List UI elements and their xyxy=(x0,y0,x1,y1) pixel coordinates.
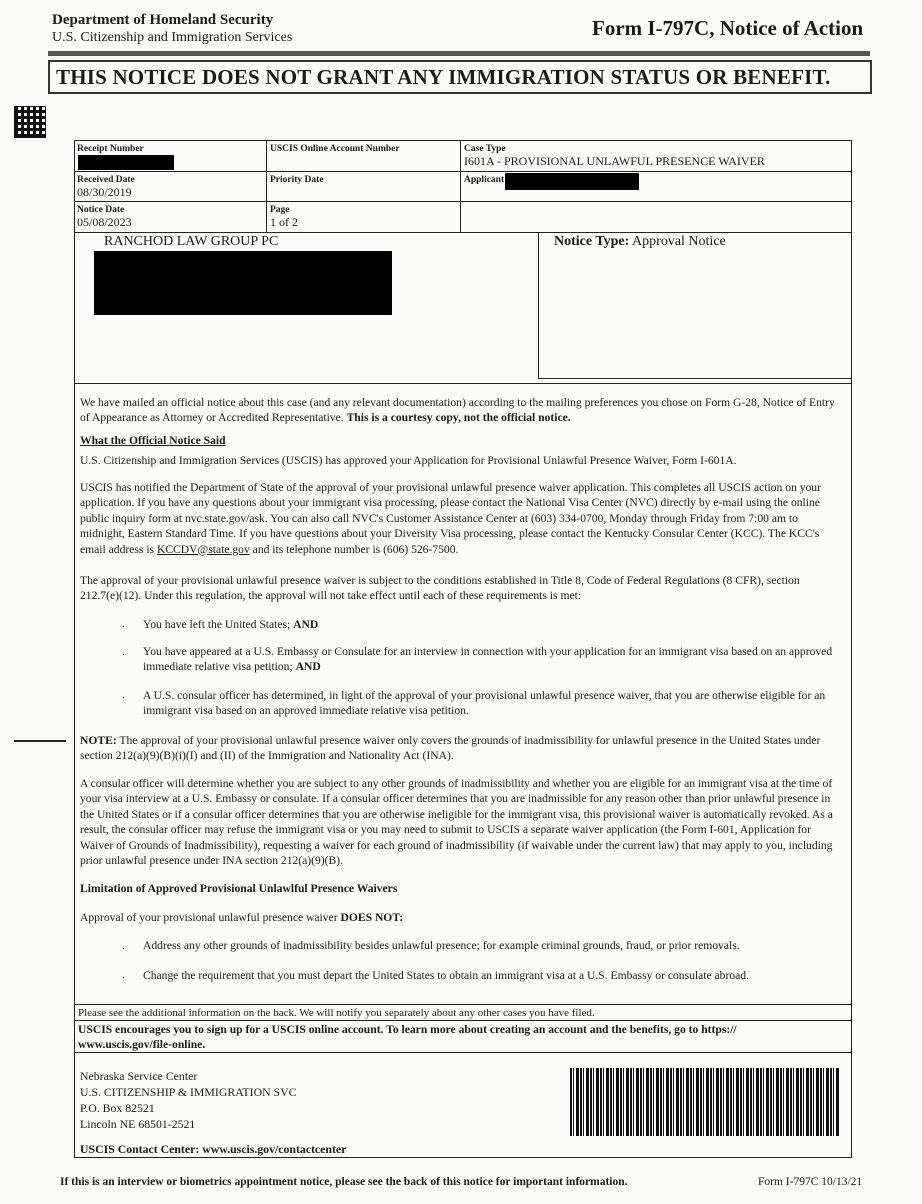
received-date-label: Received Date xyxy=(77,175,135,185)
redaction-bar xyxy=(94,251,392,315)
section-divider xyxy=(74,1052,852,1053)
limitation-item: Change the requirement that you must depart the United States to obtain an immigrant visa at a U.S. Embassy or consulate abroad. xyxy=(143,969,749,982)
service-center-line: P.O. Box 82521 xyxy=(80,1101,155,1115)
additional-info: Please see the additional information on the back. We will notify you separately about any other cases you have filed. xyxy=(78,1007,595,1019)
case-type-field xyxy=(461,141,852,171)
section-divider xyxy=(74,383,852,384)
case-type-value: I601A - PROVISIONAL UNLAWFUL PRESENCE WAIVER xyxy=(464,154,765,168)
note-paragraph xyxy=(80,733,840,764)
requirement-item xyxy=(143,617,833,632)
uscis-account-field xyxy=(267,141,460,171)
addressee-name: RANCHOD LAW GROUP PC xyxy=(104,234,279,249)
limitation-item: Address any other grounds of inadmissibility besides unlawful presence; for example criminal grounds, fraud, or prior removals. xyxy=(143,939,740,952)
redaction-bar xyxy=(505,173,639,190)
section-heading: Limitation of Approved Provisional Unlawlful Presence Waivers xyxy=(80,882,398,895)
page-value: 1 of 2 xyxy=(270,215,298,229)
requirement-and: AND xyxy=(295,660,321,674)
kcc-email-link[interactable]: KCCDV@state.gov xyxy=(156,542,250,556)
requirement-text: You have appeared at a U.S. Embassy or Consulate for an interview in connection with your application for an immigrant visa based on an approved immediate relative visa petition; xyxy=(143,645,833,674)
status-banner: THIS NOTICE DOES NOT GRANT ANY IMMIGRATION STATUS OR BENEFIT. xyxy=(48,60,872,94)
receipt-number-label: Receipt Number xyxy=(77,144,144,154)
barcode-icon xyxy=(570,1068,840,1136)
notice-type xyxy=(554,234,726,250)
requirement-and: AND xyxy=(293,618,319,631)
limitation-emphasis: DOES NOT: xyxy=(340,911,404,924)
courtesy-emphasis: This is a courtesy copy, not the official notice. xyxy=(346,411,571,425)
qr-code-icon xyxy=(14,106,46,138)
priority-date-label: Priority Date xyxy=(270,175,324,185)
approval-paragraph: U.S. Citizenship and Immigration Services (USCIS) has approved your Application for Provisional Unlawful Presence Waiver, Form I-601A. xyxy=(80,454,737,467)
case-type-label: Case Type xyxy=(464,144,506,154)
grid-line xyxy=(538,378,852,379)
note-text: The approval of your provisional unlawful presence waiver only covers the grounds of inadmissibility for unlawful presence in the United States under section 212(a)(9)(B)(i)(I) and (II) of the Immigration and Nationality Act (INA). xyxy=(80,734,821,763)
priority-date-field xyxy=(267,172,460,201)
online-account-notice: USCIS encourages you to sign up for a USCIS online account. To learn more about creating an account and the benefits, go to https:// www.uscis.gov/file-online. xyxy=(78,1023,737,1052)
nvc-text: USCIS has notified the Department of State of the approval of your provisional unlawful presence waiver application. This completes all USCIS action on your application. If you have any questions about your immigrant visa processing, please contact the National Visa Center (NVC) directly by e-mail using the online public inquiry form at nvc.state.gov/ask. You can also call NVC's Customer Assistance Center at (603) 334-0700, Monday through Friday from 7:00 am to midnight, Eastern Standard Time. If you have questions about your Diversity Visa processing, please contact the Kentucky Consular Center (KCC). The KCC's email address is xyxy=(80,481,821,556)
redaction-bar xyxy=(78,155,174,170)
page-field xyxy=(267,202,460,232)
service-center-address xyxy=(80,1068,297,1132)
service-center-line: Lincoln NE 68501-2521 xyxy=(80,1117,196,1131)
contact-center-link[interactable]: USCIS Contact Center: www.uscis.gov/contactcenter xyxy=(80,1142,347,1156)
bullet-marker: . xyxy=(122,689,125,701)
fold-mark xyxy=(14,740,66,742)
requirement-item xyxy=(143,644,833,675)
footer-note: If this is an interview or biometrics appointment notice, please see the back of this notice for important information. xyxy=(60,1176,628,1188)
received-date-field xyxy=(74,172,266,201)
note-label: NOTE: xyxy=(80,734,117,747)
limitation-text: Approval of your provisional unlawful presence waiver xyxy=(80,911,338,924)
notice-date-field xyxy=(74,202,266,232)
requirement-item: A U.S. consular officer has determined, in light of the approval of your provisional unlawful presence waiver, that you are otherwise eligible for an immigrant visa based on an approved immediate relative visa petition. xyxy=(143,689,826,718)
nvc-text-end: and its telephone number is (606) 526-7500. xyxy=(252,542,459,556)
page-label: Page xyxy=(270,205,290,215)
notice-date-label: Notice Date xyxy=(77,205,125,215)
consular-paragraph: A consular officer will determine whether you are subject to any other grounds of inadmissibility and whether you are eligible for an immigrant visa at the time of your visa interview at a U.S. Embassy or consulate. If a consular officer determines that you are inadmissible for any reason other than prior unlawful presence in the United States or if a consular officer determines that you are otherwise ineligible for the immigrant visa, this provisional waiver is automatically revoked. As a result, the consular officer may refuse the immigrant visa or you may need to submit to USCIS a separate waiver application (the Form I-601, Application for Waiver of Grounds of Inadmissibility), requesting a waiver for each ground of inadmissibility (if waivable under the current law) that may apply to you, including prior unlawful presence under INA section 212(a)(9)(B). xyxy=(80,777,833,868)
footer-form-ref: Form I-797C 10/13/21 xyxy=(758,1176,863,1188)
requirement-text: You have left the United States; xyxy=(143,618,291,631)
received-date-value: 08/30/2019 xyxy=(77,185,132,199)
bullet-marker: . xyxy=(122,646,125,658)
applicant-label: Applicant xyxy=(464,175,505,185)
header-rule xyxy=(48,51,870,56)
notice-date-value: 05/08/2023 xyxy=(77,215,132,229)
uscis-account-label: USCIS Online Account Number xyxy=(270,144,400,154)
section-heading: What the Official Notice Said xyxy=(80,434,226,447)
service-center-line: Nebraska Service Center xyxy=(80,1069,198,1083)
section-divider xyxy=(74,1020,852,1021)
conditions-paragraph: The approval of your provisional unlawful presence waiver is subject to the conditions established in Title 8, Code of Federal Regulations (8 CFR), section 212.7(e)(12). Under this regulation, the approval will not take effect until each of these requirements is met: xyxy=(80,574,800,603)
courtesy-text: We have mailed an official notice about this case (and any relevant documentation) according to the mailing preferences you chose on Form G-28, Notice of Entry of Appearance as Attorney or Accredited Representative. xyxy=(80,396,835,425)
notice-type-label: Notice Type: xyxy=(554,234,630,249)
notice-type-value: Approval Notice xyxy=(632,234,726,249)
grid-line xyxy=(74,232,852,233)
service-center-line: U.S. CITIZENSHIP & IMMIGRATION SVC xyxy=(80,1085,297,1099)
bullet-marker: . xyxy=(122,618,125,630)
section-divider xyxy=(74,1004,852,1005)
nvc-paragraph xyxy=(80,480,840,557)
grid-line xyxy=(538,232,539,378)
limitation-intro xyxy=(80,910,840,925)
agency-name: Department of Homeland Security xyxy=(52,12,274,28)
form-title: Form I-797C, Notice of Action xyxy=(592,16,864,40)
bullet-marker: . xyxy=(122,940,125,952)
agency-subname: U.S. Citizenship and Immigration Services xyxy=(52,30,293,45)
courtesy-paragraph xyxy=(80,395,840,426)
bullet-marker: . xyxy=(122,969,125,981)
